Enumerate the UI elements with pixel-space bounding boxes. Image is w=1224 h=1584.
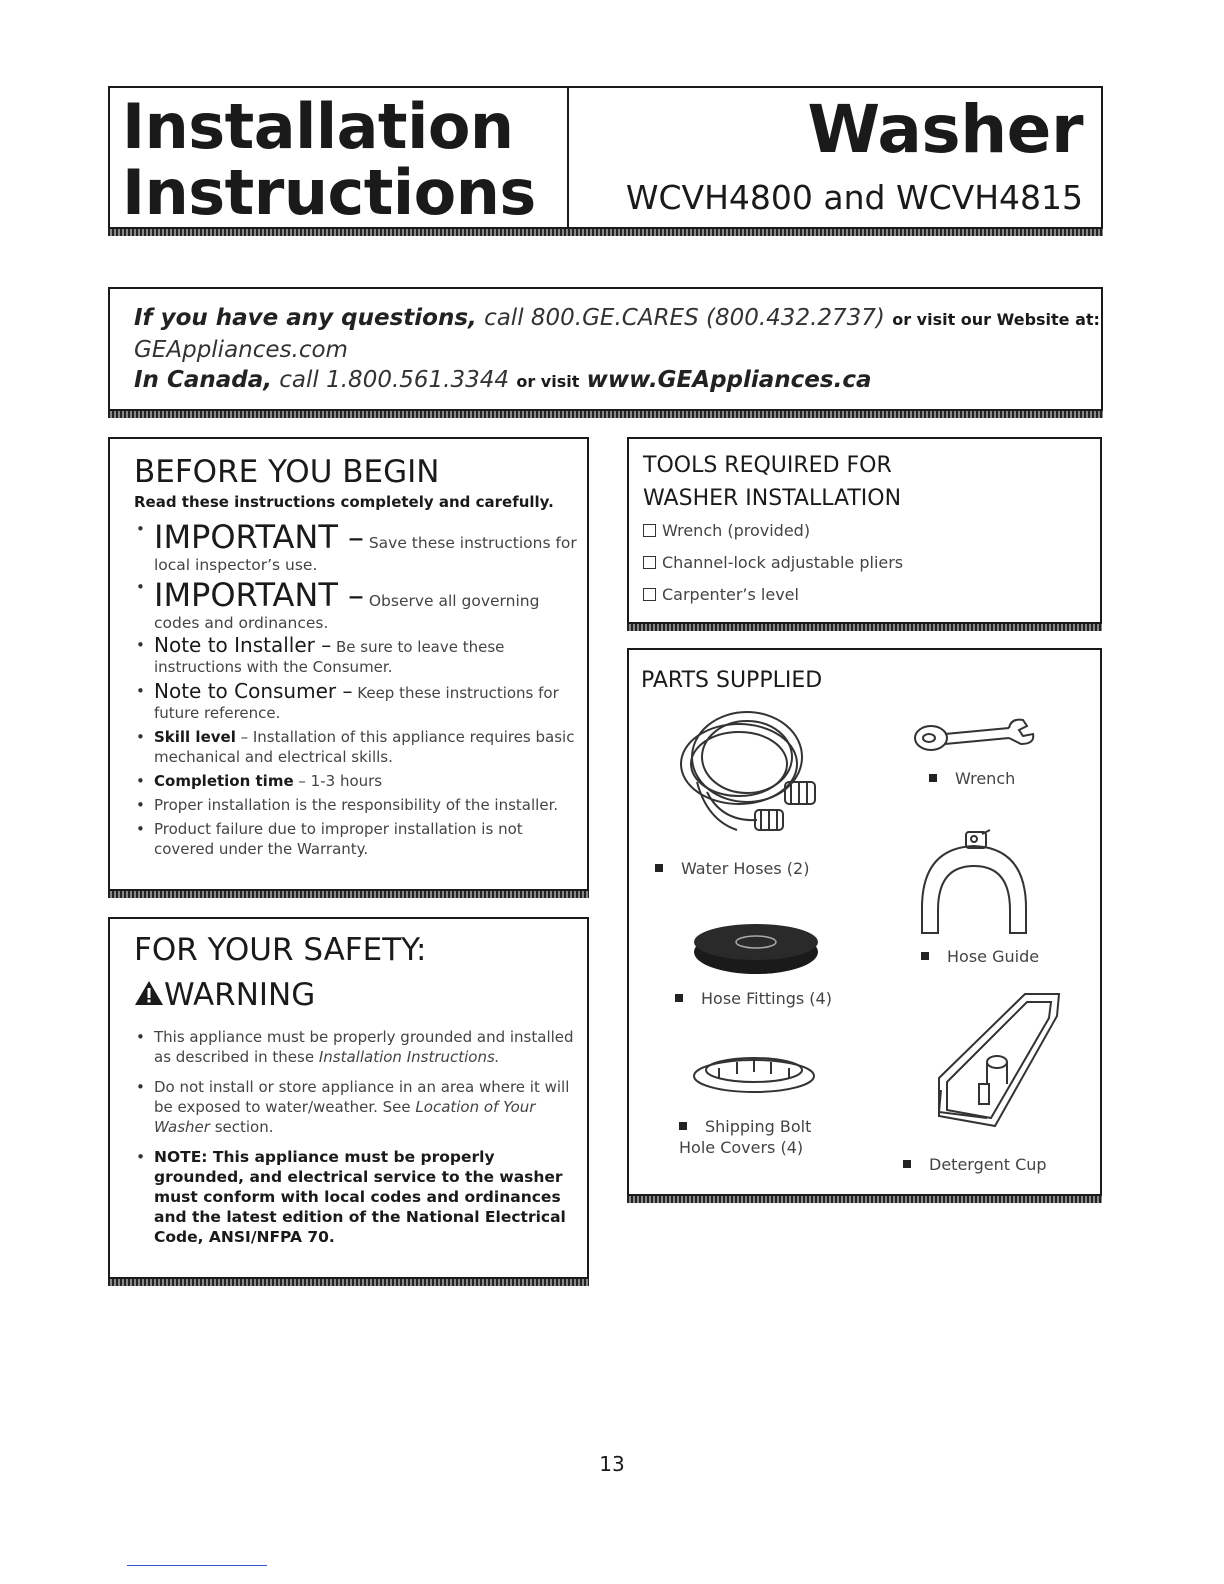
list-item: • Product failure due to improper installation is not covered under the Warranty. — [134, 819, 587, 859]
hose-guide-icon — [914, 828, 1044, 938]
visit-text-canada: or visit — [516, 372, 580, 391]
footer-line — [127, 1565, 267, 1566]
title-line-1: Installation — [122, 90, 514, 163]
detergent-cup-icon — [927, 986, 1067, 1136]
tools-heading: TOOLS REQUIRED FOR WASHER INSTALLATION — [643, 453, 902, 511]
list-item: • This appliance must be properly grounded and installed as described in these Installation Instructions. — [134, 1027, 587, 1067]
page-number: 13 — [599, 1452, 625, 1476]
canada-lead: In Canada, — [134, 367, 272, 393]
list-item: • Do not install or store appliance in an area where it will be exposed to water/weather. See Location of Your Washer section. — [134, 1077, 587, 1137]
hose-fittings-icon — [689, 920, 824, 980]
bullet-square-icon — [679, 1122, 687, 1130]
parts-heading: PARTS SUPPLIED — [641, 668, 823, 693]
detergent-cup-label: Detergent Cup — [903, 1154, 1047, 1175]
bullet-square-icon — [929, 774, 937, 782]
checkbox-icon — [643, 524, 656, 537]
before-list — [134, 519, 587, 859]
banner-divider — [567, 88, 569, 227]
tools-required-box — [627, 437, 1102, 624]
safety-box — [108, 917, 589, 1279]
bullet-square-icon — [903, 1160, 911, 1168]
document-title — [122, 90, 536, 229]
hose-guide-label: Hose Guide — [921, 946, 1039, 967]
safety-heading: FOR YOUR SAFETY: — [134, 932, 427, 968]
checkbox-icon — [643, 556, 656, 569]
bullet-square-icon — [655, 864, 663, 872]
list-item: • Note to Installer – Be sure to leave these instructions with the Consumer. — [134, 635, 587, 677]
before-subheading: Read these instructions completely and carefully. — [134, 493, 554, 511]
bullet-square-icon — [675, 994, 683, 1002]
checkbox-icon — [643, 588, 656, 601]
water-hoses-label: Water Hoses (2) — [655, 858, 809, 879]
warning-triangle-icon — [134, 979, 164, 1007]
before-you-begin-box — [108, 437, 589, 891]
list-item: • Proper installation is the responsibility of the installer. — [134, 795, 587, 815]
list-item: • Note to Consumer – Keep these instructions for future reference. — [134, 681, 587, 723]
model-numbers: WCVH4800 and WCVH4815 — [625, 178, 1083, 217]
shipping-bolt-covers-label: Shipping Bolt Hole Covers (4) — [679, 1117, 812, 1157]
tool-item: Wrench (provided) — [643, 515, 1100, 547]
questions-lead: If you have any questions, — [134, 305, 477, 331]
safety-list — [134, 1027, 587, 1247]
list-item: • IMPORTANT – Save these instructions for local inspector’s use. — [134, 519, 587, 575]
list-item: • IMPORTANT – Observe all governing codes and ordinances. — [134, 577, 587, 633]
parts-supplied-box — [627, 648, 1102, 1196]
contact-box — [108, 287, 1103, 411]
tool-item: Channel-lock adjustable pliers — [643, 547, 1100, 579]
list-item: • Skill level – Installation of this appliance requires basic mechanical and electrical skills. — [134, 727, 587, 767]
phone-canada: call 1.800.561.3344 — [279, 367, 510, 393]
before-heading: BEFORE YOU BEGIN — [134, 454, 440, 490]
shipping-bolt-cover-icon — [689, 1048, 819, 1098]
product-name: Washer — [807, 91, 1083, 168]
visit-text: or visit our Website at: — [892, 310, 1100, 329]
tool-item: Carpenter’s level — [643, 579, 1100, 611]
water-hoses-icon — [667, 702, 837, 842]
warning-label: WARNING — [134, 975, 587, 1015]
website-us[interactable]: GEAppliances.com — [134, 337, 348, 363]
wrench-label: Wrench — [929, 768, 1015, 789]
title-line-2: Instructions — [122, 156, 536, 229]
title-banner — [108, 86, 1103, 229]
bullet-square-icon — [921, 952, 929, 960]
phone-us: call 800.GE.CARES (800.432.2737) — [484, 305, 885, 331]
wrench-icon — [911, 716, 1041, 756]
hose-fittings-label: Hose Fittings (4) — [675, 988, 832, 1009]
website-canada[interactable]: www.GEAppliances.ca — [586, 367, 872, 393]
list-item: • NOTE: This appliance must be properly grounded, and electrical service to the washer must conform with local codes and ordinances and the latest edition of the National Electrical Code, ANSI/NFPA 70. — [134, 1147, 587, 1247]
list-item: • Completion time – 1-3 hours — [134, 771, 587, 791]
